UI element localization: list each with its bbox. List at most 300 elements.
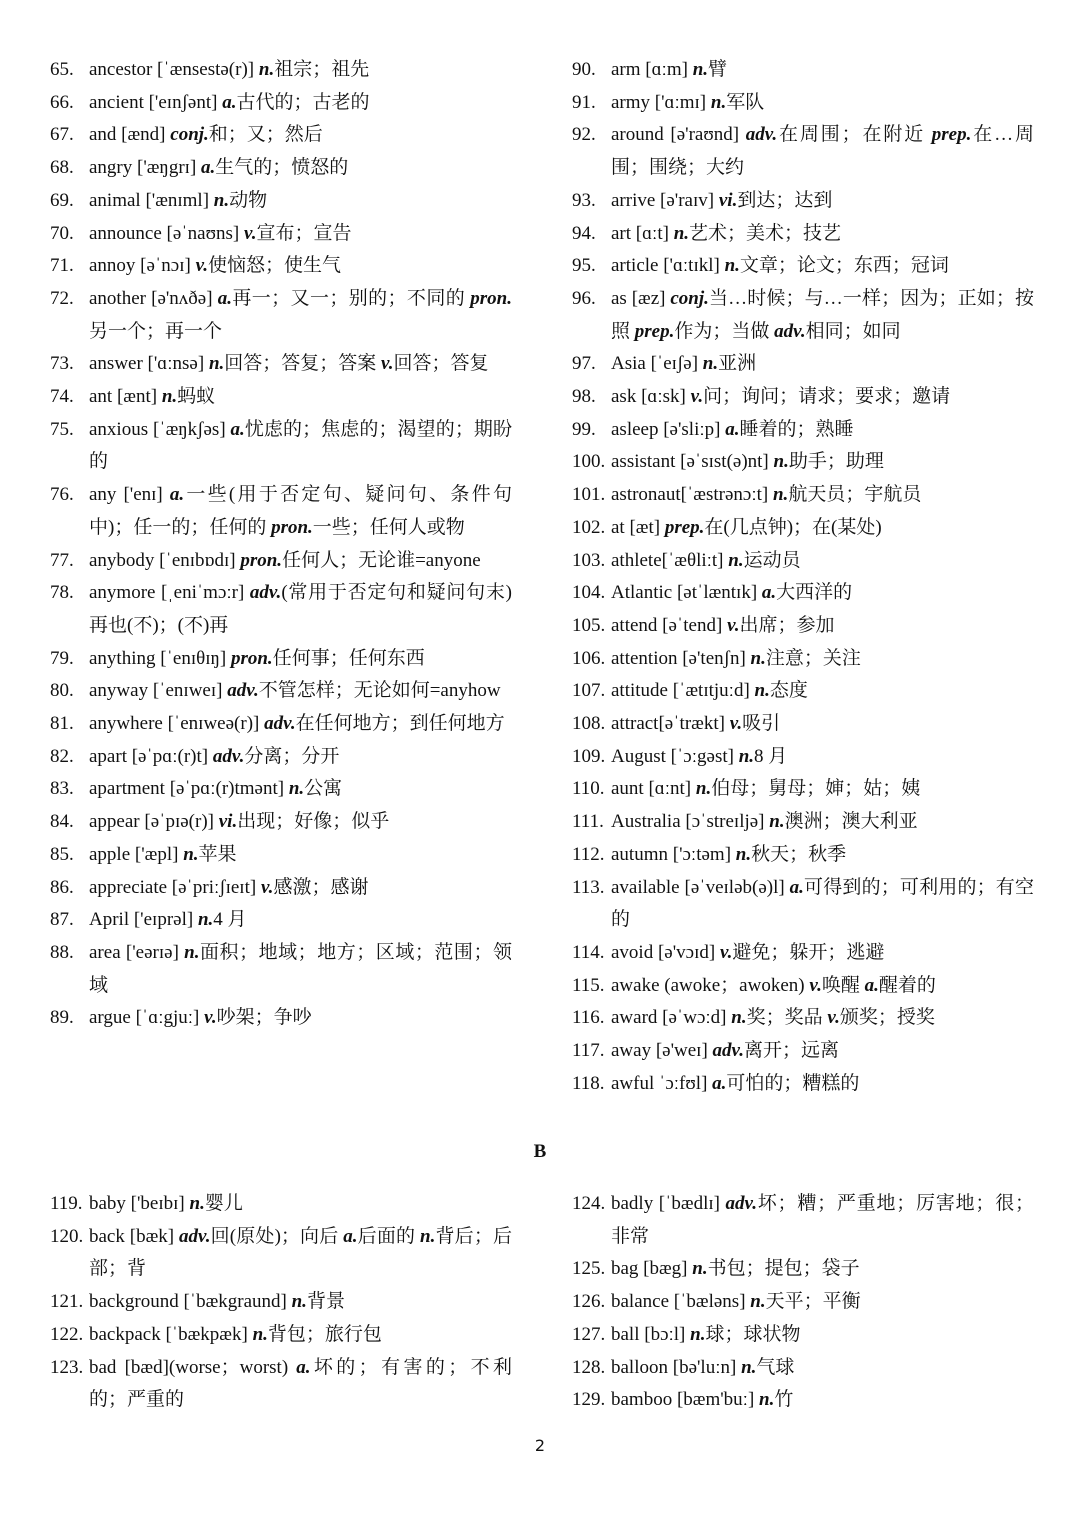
entry-text — [611, 773, 1034, 806]
part-of-speech: v. — [381, 353, 394, 375]
entry-number: 66. — [50, 91, 74, 113]
entry-segment: asleep [ə'sliːp] — [611, 418, 726, 440]
entry-text — [89, 152, 512, 185]
entry-number: 106. — [572, 647, 606, 669]
part-of-speech: prep. — [664, 516, 705, 538]
part-of-speech: pron. — [271, 516, 313, 538]
entry-segment: 在周围；在附近 — [777, 124, 932, 146]
entry-text — [611, 675, 1034, 708]
entry-text — [611, 1319, 1034, 1352]
entry-segment: 背后；后部；背 — [89, 1225, 512, 1280]
part-of-speech: n. — [769, 811, 785, 833]
entry-text — [611, 872, 1034, 937]
entry-text — [89, 1352, 512, 1417]
entry-text — [89, 643, 512, 676]
part-of-speech: vi. — [718, 189, 738, 211]
part-of-speech: pron. — [230, 647, 273, 669]
entry-segment: 使恼怒；使生气 — [208, 255, 342, 277]
entry-segment: anything [ˈenɪθɪŋ] — [89, 647, 231, 669]
entry-number: 117. — [572, 1040, 605, 1062]
part-of-speech: a. — [864, 974, 879, 996]
entry-number: 100. — [572, 451, 606, 473]
part-of-speech: adv. — [774, 320, 806, 342]
entry-text — [611, 1035, 1034, 1068]
entry-number: 111. — [572, 811, 604, 833]
entry-segment: 不管怎样；无论如何=anyhow — [258, 680, 501, 702]
entry-segment: ball [bɔːl] — [611, 1323, 691, 1345]
entry-number: 127. — [572, 1323, 606, 1345]
entry-segment: 在任何地方；到任何地方 — [295, 713, 505, 735]
entry-segment: announce [əˈnaʊns] — [89, 222, 244, 244]
vocab-entry — [572, 545, 1034, 578]
entry-segment: 球；球状物 — [705, 1323, 801, 1345]
part-of-speech: pron. — [470, 287, 512, 309]
vocab-entry — [572, 773, 1034, 806]
entry-number: 80. — [50, 680, 74, 702]
entry-number: 83. — [50, 778, 74, 800]
entry-segment: arrive [ə'raɪv] — [611, 189, 719, 211]
entry-segment: army ['ɑːmɪ] — [611, 91, 711, 113]
vocab-entry — [572, 381, 1034, 414]
entry-text — [89, 119, 512, 152]
vocab-entry — [50, 1188, 512, 1221]
entry-text — [89, 283, 512, 348]
entry-segment: another [ə'nʌðə] — [89, 287, 218, 309]
entry-number: 73. — [50, 353, 74, 375]
entry-text — [89, 1286, 512, 1319]
column-b-right — [572, 1188, 1034, 1417]
vocab-entry — [50, 1319, 512, 1352]
vocab-entry — [572, 87, 1034, 120]
entry-segment: award [əˈwɔːd] — [611, 1007, 732, 1029]
entry-number: 81. — [50, 713, 74, 735]
vocab-entry — [50, 806, 512, 839]
page-number: 2 — [534, 1436, 546, 1455]
entry-text — [611, 1253, 1034, 1286]
entry-segment: ask [ɑːsk] — [611, 386, 691, 408]
entry-segment: 婴儿 — [204, 1193, 243, 1214]
entry-segment: 唤醒 — [821, 974, 865, 996]
entry-number: 110. — [572, 778, 605, 800]
entry-text — [611, 1286, 1034, 1319]
entry-number: 125. — [572, 1258, 606, 1280]
entry-number: 78. — [50, 582, 74, 604]
entry-text — [611, 708, 1034, 741]
part-of-speech: n. — [673, 222, 690, 244]
entry-number: 93. — [572, 189, 596, 211]
entry-segment: 生气的；愤怒的 — [215, 157, 349, 179]
vocab-entry — [572, 1319, 1034, 1352]
entry-text — [89, 185, 512, 218]
part-of-speech: v. — [827, 1007, 840, 1029]
vocab-entry — [572, 937, 1034, 970]
vocab-entry — [50, 1286, 512, 1319]
vocab-entry — [50, 839, 512, 872]
entry-number: 65. — [50, 59, 74, 80]
entry-text — [89, 1221, 512, 1286]
part-of-speech: adv. — [725, 1193, 757, 1214]
entry-segment: 可得到的；可利用的；有空的 — [611, 876, 1034, 931]
entry-segment: aunt [ɑːnt] — [611, 778, 696, 800]
entry-segment: apple ['æpl] — [89, 843, 184, 865]
entry-segment: autumn ['ɔːtəm] — [611, 843, 736, 865]
entry-text — [89, 545, 512, 578]
entry-segment: 回答；答复；答案 — [224, 353, 382, 375]
entry-segment: balloon [bə'luːn] — [611, 1356, 742, 1378]
entry-number: 101. — [572, 484, 606, 506]
entry-text — [89, 218, 512, 251]
vocab-entry — [572, 708, 1034, 741]
entry-segment: 苹果 — [198, 843, 237, 865]
part-of-speech: conj. — [670, 287, 709, 309]
entry-segment: background [ˈbækgraund] — [89, 1291, 292, 1313]
entry-number: 104. — [572, 582, 606, 604]
entry-segment: 蚂蚁 — [177, 386, 216, 408]
part-of-speech: n. — [183, 843, 199, 865]
entry-segment: 文章；论文；东西；冠词 — [739, 255, 949, 277]
vocab-entry — [50, 1352, 512, 1417]
entry-segment: backpack [ˈbækpæk] — [89, 1323, 253, 1345]
vocab-entry — [572, 872, 1034, 937]
part-of-speech: n. — [291, 1291, 307, 1313]
part-of-speech: v. — [809, 974, 822, 996]
entry-segment: annoy [əˈnɔɪ] — [89, 255, 196, 277]
entry-text — [611, 54, 1034, 87]
part-of-speech: n. — [197, 909, 214, 931]
entry-number: 96. — [572, 287, 596, 309]
entry-number: 82. — [50, 745, 74, 767]
part-of-speech: v. — [204, 1007, 217, 1029]
entry-segment: 当…时候；与…一样；因为；正如；按照 — [611, 287, 1034, 342]
vocab-entry — [50, 348, 512, 381]
entry-number: 109. — [572, 745, 606, 767]
entry-segment: 运动员 — [743, 549, 801, 571]
entry-number: 97. — [572, 353, 596, 375]
entry-number: 76. — [50, 484, 74, 506]
vocab-entry — [572, 643, 1034, 676]
entry-segment: 分离；分开 — [244, 745, 340, 767]
vocab-entry — [50, 675, 512, 708]
entry-segment: 可怕的；糟糕的 — [726, 1072, 860, 1094]
entry-segment: apartment [əˈpɑː(r)tmənt] — [89, 778, 289, 800]
part-of-speech: n. — [710, 91, 727, 113]
vocab-entry — [572, 741, 1034, 774]
part-of-speech: n. — [731, 1007, 747, 1029]
entry-segment: awful ˈɔːfʊl] — [611, 1072, 713, 1094]
entry-segment: anymore [ˌeniˈmɔːr] — [89, 582, 250, 604]
entry-number: 79. — [50, 647, 74, 669]
entry-text — [611, 1068, 1034, 1101]
entry-segment: appear [əˈpɪə(r)] — [89, 811, 219, 833]
entry-segment: answer ['ɑːnsə] — [89, 353, 209, 375]
entry-text — [611, 1002, 1034, 1035]
entry-segment: 到达；达到 — [737, 189, 833, 211]
entry-segment: 任何事；任何东西 — [272, 647, 425, 669]
vocab-entry — [572, 1352, 1034, 1385]
part-of-speech: n. — [208, 353, 225, 375]
entry-number: 122. — [50, 1323, 84, 1345]
entry-text — [89, 675, 512, 708]
part-of-speech: n. — [692, 1258, 708, 1280]
entry-segment: 和；又；然后 — [208, 124, 323, 146]
entry-number: 108. — [572, 713, 606, 735]
entry-segment: athlete[ˈæθliːt] — [611, 549, 729, 571]
part-of-speech: a. — [761, 582, 777, 604]
entry-segment: around [ə'raʊnd] — [611, 124, 746, 146]
entry-number: 95. — [572, 255, 596, 277]
entry-text — [611, 643, 1034, 676]
entry-number: 89. — [50, 1007, 74, 1029]
entry-segment: 伯母；舅母；婶；姑；姨 — [711, 778, 921, 800]
entry-text — [611, 218, 1034, 251]
entry-number: 124. — [572, 1193, 606, 1214]
part-of-speech: pron. — [240, 549, 283, 571]
entry-segment: 吸引 — [742, 713, 781, 735]
entry-segment: 公寓 — [304, 778, 343, 800]
part-of-speech: n. — [702, 353, 719, 375]
entry-segment: appreciate [əˈpriːʃɪeɪt] — [89, 876, 261, 898]
entry-segment: 在(几点钟)；在(某处) — [704, 516, 882, 538]
entry-segment: awake (awoke；awoken) — [611, 974, 810, 996]
entry-number: 112. — [572, 843, 605, 865]
entry-number: 119. — [50, 1193, 83, 1214]
entry-number: 71. — [50, 255, 74, 277]
part-of-speech: n. — [420, 1225, 436, 1247]
vocab-entry — [572, 1253, 1034, 1286]
entry-segment: at [æt] — [611, 516, 665, 538]
vocab-entry — [50, 708, 512, 741]
entry-text — [89, 839, 512, 872]
entry-segment: 面积；地域；地方；区域；范围；领域 — [89, 941, 512, 996]
entry-text — [89, 348, 512, 381]
entry-segment: 另一个；再一个 — [89, 320, 223, 342]
vocab-entry — [50, 937, 512, 1002]
vocab-entry — [50, 773, 512, 806]
part-of-speech: a. — [789, 876, 804, 898]
entry-number: 115. — [572, 974, 605, 996]
vocab-entry — [50, 87, 512, 120]
vocab-entry — [572, 512, 1034, 545]
entry-number: 84. — [50, 811, 74, 833]
vocab-entry — [572, 283, 1034, 348]
entry-number: 120. — [50, 1225, 84, 1247]
entry-segment: 颁奖；授奖 — [839, 1007, 935, 1029]
entry-segment: 航天员；宇航员 — [788, 484, 922, 506]
vocab-entry — [572, 610, 1034, 643]
entry-segment: 出现；好像；似乎 — [237, 811, 390, 833]
entry-text — [611, 512, 1034, 545]
vocab-entry — [572, 446, 1034, 479]
entry-text — [611, 414, 1034, 447]
entry-text — [89, 87, 512, 120]
entry-number: 123. — [50, 1356, 84, 1378]
entry-number: 116. — [572, 1007, 605, 1029]
entry-segment: 古代的；古老的 — [236, 91, 370, 113]
entry-text — [89, 479, 512, 544]
part-of-speech: v. — [195, 255, 209, 277]
entry-segment: 感激；感谢 — [273, 876, 369, 898]
vocab-entry — [572, 414, 1034, 447]
entry-segment: bag [bæg] — [611, 1258, 693, 1280]
part-of-speech: prep. — [931, 124, 972, 146]
entry-text — [611, 87, 1034, 120]
entry-number: 98. — [572, 386, 596, 408]
vocab-entry — [50, 152, 512, 185]
part-of-speech: n. — [750, 647, 766, 669]
entry-segment: avoid [ə'vɔɪd] — [611, 941, 720, 963]
entry-segment: balance [ˈbæləns] — [611, 1291, 751, 1313]
vocab-entry — [50, 283, 512, 348]
vocab-entry — [572, 1002, 1034, 1035]
entry-text — [611, 1188, 1034, 1253]
part-of-speech: n. — [759, 1389, 775, 1411]
entry-number: 102. — [572, 516, 606, 538]
part-of-speech: n. — [184, 941, 200, 963]
entry-segment: 后面的 — [357, 1225, 421, 1247]
entry-segment: area ['eərɪə] — [89, 941, 185, 963]
entry-number: 68. — [50, 157, 74, 179]
entry-segment: art [ɑːt] — [611, 222, 674, 244]
entry-segment: 出席；参加 — [739, 614, 835, 636]
entry-text — [89, 872, 512, 905]
entry-number: 69. — [50, 189, 74, 211]
entry-text — [89, 250, 512, 283]
entry-segment: ancient ['eɪnʃənt] — [89, 91, 223, 113]
part-of-speech: n. — [252, 1323, 268, 1345]
entry-number: 126. — [572, 1291, 606, 1313]
entry-segment: 任何人；无论谁=anyone — [282, 549, 481, 571]
entry-segment: assistant [əˈsɪst(ə)nt] — [611, 451, 774, 473]
entry-segment: anywhere [ˈenɪweə(r)] — [89, 713, 265, 735]
entry-text — [89, 1319, 512, 1352]
vocab-entry — [572, 348, 1034, 381]
entry-segment: 4 月 — [213, 909, 247, 931]
entry-text — [611, 185, 1034, 218]
entry-text — [611, 545, 1034, 578]
part-of-speech: n. — [161, 386, 178, 408]
entry-segment: (常用于否定句和疑问句末)再也(不)；(不)再 — [89, 582, 513, 636]
entry-segment: any ['enɪ] — [89, 484, 170, 506]
entry-segment: anybody [ˈenɪbɒdɪ] — [89, 549, 241, 571]
entry-number: 74. — [50, 386, 74, 408]
part-of-speech: v. — [690, 386, 704, 408]
entry-number: 129. — [572, 1389, 606, 1411]
entry-segment: 宣布；宣告 — [256, 222, 352, 244]
part-of-speech: a. — [201, 157, 216, 179]
entry-text — [89, 708, 512, 741]
entry-segment: 回答；答复 — [393, 353, 489, 375]
part-of-speech: a. — [725, 418, 740, 440]
entry-segment: Australia [ɔˈstreɪljə] — [611, 811, 770, 833]
entry-segment: 军队 — [726, 91, 765, 113]
entry-segment: 坏；糟；严重地；厉害地；很；非常 — [611, 1193, 1034, 1247]
vocab-entry — [50, 643, 512, 676]
entry-text — [611, 381, 1034, 414]
entry-number: 72. — [50, 287, 74, 309]
entry-segment: away [ə'weɪ] — [611, 1040, 713, 1062]
part-of-speech: n. — [738, 745, 755, 767]
vocab-entry — [572, 839, 1034, 872]
entry-segment: anyway [ˈenɪweɪ] — [89, 680, 228, 702]
entry-segment: attitude [ˈætɪtjuːd] — [611, 680, 755, 702]
entry-number: 70. — [50, 222, 74, 244]
entry-segment: badly [ˈbædlɪ] — [611, 1193, 726, 1214]
entry-text — [611, 839, 1034, 872]
entry-text — [611, 250, 1034, 283]
entry-number: 105. — [572, 614, 606, 636]
vocab-entry — [50, 1221, 512, 1286]
entry-segment: Asia [ˈeɪʃə] — [611, 353, 703, 375]
vocab-entry — [50, 577, 512, 642]
vocab-entry — [572, 1384, 1034, 1417]
entry-number: 107. — [572, 680, 606, 702]
entry-number: 128. — [572, 1356, 606, 1378]
entry-segment: 注意；关注 — [765, 647, 861, 669]
entry-segment: 坏的；有害的；不利的；严重的 — [89, 1356, 512, 1411]
entry-segment: 天平；平衡 — [765, 1291, 861, 1313]
entry-segment: 背景 — [306, 1291, 345, 1313]
vocab-entry — [50, 218, 512, 251]
entry-segment: ancestor [ˈænsestə(r)] — [89, 59, 259, 80]
part-of-speech: n. — [735, 843, 752, 865]
section-heading: B — [533, 1141, 547, 1162]
entry-segment: 避免；躲开；逃避 — [732, 941, 885, 963]
entry-segment: 动物 — [229, 189, 268, 211]
entry-segment: 奖；奖品 — [746, 1007, 828, 1029]
entry-segment: and [ænd] — [89, 124, 171, 146]
entry-segment: as [æz] — [611, 287, 671, 309]
entry-segment: 忧虑的；焦虑的；渴望的；期盼的 — [89, 418, 512, 473]
part-of-speech: v. — [243, 222, 257, 244]
entry-segment: 一些；任何人或物 — [312, 516, 465, 538]
part-of-speech: n. — [189, 1193, 205, 1214]
entry-segment: bad [bæd](worse；worst) — [89, 1356, 297, 1378]
part-of-speech: a. — [343, 1225, 358, 1247]
entry-number: 77. — [50, 549, 74, 571]
entry-number: 94. — [572, 222, 596, 244]
part-of-speech: a. — [296, 1356, 311, 1378]
part-of-speech: adv. — [249, 582, 282, 604]
entry-segment: 书包；提包；袋子 — [707, 1258, 860, 1280]
vocab-entry — [572, 218, 1034, 251]
entry-number: 90. — [572, 59, 596, 80]
part-of-speech: n. — [750, 1291, 766, 1313]
column-b-left — [50, 1188, 512, 1417]
entry-segment: 回(原处)；向后 — [210, 1225, 344, 1247]
entry-segment: 在…周围；围绕；大约 — [611, 124, 1034, 179]
part-of-speech: v. — [260, 876, 274, 898]
part-of-speech: n. — [724, 255, 740, 277]
entry-text — [89, 1188, 512, 1221]
entry-segment: 秋天；秋季 — [751, 843, 847, 865]
entry-text — [89, 414, 512, 479]
part-of-speech: n. — [690, 1323, 706, 1345]
part-of-speech: n. — [213, 189, 230, 211]
entry-segment: arm [ɑːm] — [611, 59, 693, 80]
entry-number: 121. — [50, 1291, 84, 1313]
entry-segment: 竹 — [774, 1389, 794, 1411]
part-of-speech: a. — [222, 91, 237, 113]
entry-segment: baby ['beɪbɪ] — [89, 1193, 190, 1214]
vocab-entry — [572, 970, 1034, 1003]
entry-segment: 澳洲；澳大利亚 — [784, 811, 918, 833]
entry-segment: argue [ˈɑːgjuː] — [89, 1007, 205, 1029]
entry-segment: 醒着的 — [878, 974, 936, 996]
entry-segment: 离开；远离 — [744, 1040, 840, 1062]
part-of-speech: adv. — [227, 680, 259, 702]
vocab-entry — [572, 1286, 1034, 1319]
entry-segment: apart [əˈpɑː(r)t] — [89, 745, 213, 767]
